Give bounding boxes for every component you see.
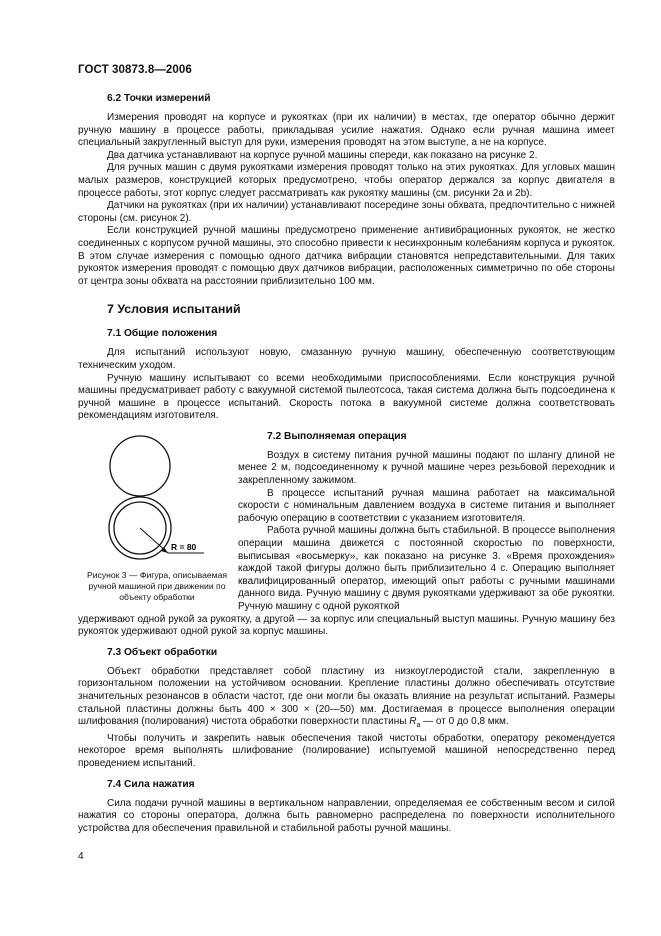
page-number: 4 <box>78 851 84 862</box>
section-7-title: 7 Условия испытаний <box>107 302 241 317</box>
section-7-2-column <box>238 430 615 614</box>
paragraph: Для испытаний используют новую, смазанную ручную машину, обеспеченную соответствующим техническим уходом. <box>78 347 615 371</box>
text-run: — от 0 до 0,8 мкм. <box>420 716 509 728</box>
section-6-2-title: 6.2 Точки измерений <box>107 93 211 104</box>
figure-caption: Рисунок 3 — Фигура, описываемая ручной машиной при движении по объекту обработки <box>86 569 228 602</box>
section-7-1-title: 7.1 Общие положения <box>107 328 218 340</box>
standard-id: ГОСТ 30873.8—2006 <box>78 64 192 76</box>
paragraph: В процессе испытаний ручная машина работает на максимальной скорости с номинальным давлением воздуха в системе питания и выполняет рабочую операцию в соответствии с указанием изготовителя. <box>238 487 615 524</box>
paragraph: удерживают одной рукой за рукоятку, а другой — за корпус или специальный выступ машины. Ручную машину без рукояток удерживают одной рукой за корпус машины. <box>78 613 615 638</box>
paragraph: Два датчика устанавливают на корпусе ручной машины спереди, как показано на рисунке 2. <box>107 149 538 161</box>
figure-3 <box>78 434 236 603</box>
paragraph: Ручную машину испытывают со всеми необходимыми приспособлениями. Если конструкция ручной машины предусматривает работу с вакуумной системой пылеотсоса, такая система должна быть подсоединена к ручной машине в процессе испытаний. Скорость потока в вакуумной системе должна соответствовать рекомендациям изготовителя. <box>78 372 615 422</box>
paragraph <box>78 666 615 733</box>
paragraph: Чтобы получить и закрепить навык обеспечения такой чистоты обработки, оператору рекомендуется некоторое время выполнять шлифование (полирование) испытуемой машиной непосредственно перед проведением испытаний. <box>78 732 615 769</box>
radius-label: R = 80 <box>171 541 197 552</box>
paragraph: Воздух в систему питания ручной машины подают по шлангу длиной не менее 2 м, подсоединенному к ручной машине через резьбовой переходник и закрепленному зажимом. <box>238 449 615 487</box>
section-7-3-title: 7.3 Объект обработки <box>107 646 218 658</box>
paragraph: Измерения проводят на корпусе и рукоятках (при их наличии) в местах, где оператор обычно держит ручную машину в процессе работы, прикладывая усилие нажатия. Однако если ручная машина имеет специальный закругленный выступ для руки, измерения проводят на этом выступе, а не на корпусе. <box>78 112 615 149</box>
roughness-subscript: a <box>416 722 421 730</box>
section-7-4-title: 7.4 Сила нажатия <box>107 778 195 790</box>
roughness-symbol: R <box>409 716 417 728</box>
paragraph: Для ручных машин с двумя рукоятками измерения проводят только на этих рукоятках. Для угловых машин малых размеров, конструкцией которых предусмотрено, чтобы оператор держался за корпус двигателя в процессе работы, этот корпус следует рассматривать как рукоятку машины (см. рисунки 2а и 2b). <box>78 162 615 199</box>
text-run: Объект обработки представляет собой пластину из низкоуглеродистой стали, закрепленную в горизонтальном положении на устойчивом основании. Крепление пластины должно обеспечивать отсутствие значительных резонансов в области частот, где они могли бы оказать влияние на результат испытаний. Размеры стальной пластины должны быть 400 × 300 × (20—50) мм. Достигаемая в процессе выполнения операции шлифования (полирования) чистота обработки поверхности пластины <box>78 665 615 728</box>
paragraph: Работа ручной машины должна быть стабильной. В процессе выполнения операции машина движется с постоянной скоростью по поверхности, выписывая «восьмерку», как показано на рисунке 3. «Время прохождения» каждой такой фигуры должно быть приблизительно 4 с. Операцию выполняет квалифицированный оператор, имеющий опыт работы с ручными машинами данного вида. Ручную машину с двумя рукоятками удерживают за обе рукоятки. Ручную машину с одной рукояткой <box>238 525 615 612</box>
section-7-2-title: 7.2 Выполняемая операция <box>267 430 407 442</box>
paragraph: Сила подачи ручной машины в вертикальном направлении, определяемая ее собственным весом и силой нажатия со стороны оператора, должна быть равномерно распределена по поверхности исполнительного устройства для обеспечения правильной и стабильной работы ручной машины. <box>78 797 615 834</box>
paragraph: Если конструкцией ручной машины предусмотрено применение антивибрационных рукояток, не жестко соединенных с корпусом ручной машины, это способно привести к несинхронным колебаниям корпуса и рукояток. В этом случае измерения с помощью одного датчика вибрации становятся непредставительными. Для таких рукояток измерения проводят с помощью двух датчиков вибрации, расположенных симметрично по обе стороны от центра зоны обхвата на расстоянии приблизительно 100 мм. <box>78 225 615 287</box>
figure-row <box>78 430 615 614</box>
figure-eight-diagram <box>104 434 208 564</box>
page-content <box>78 92 615 835</box>
paragraph: Датчики на рукоятках (при их наличии) устанавливают посередине зоны обхвата, предпочтительно с нижней стороны (см. рисунок 2). <box>78 200 615 224</box>
